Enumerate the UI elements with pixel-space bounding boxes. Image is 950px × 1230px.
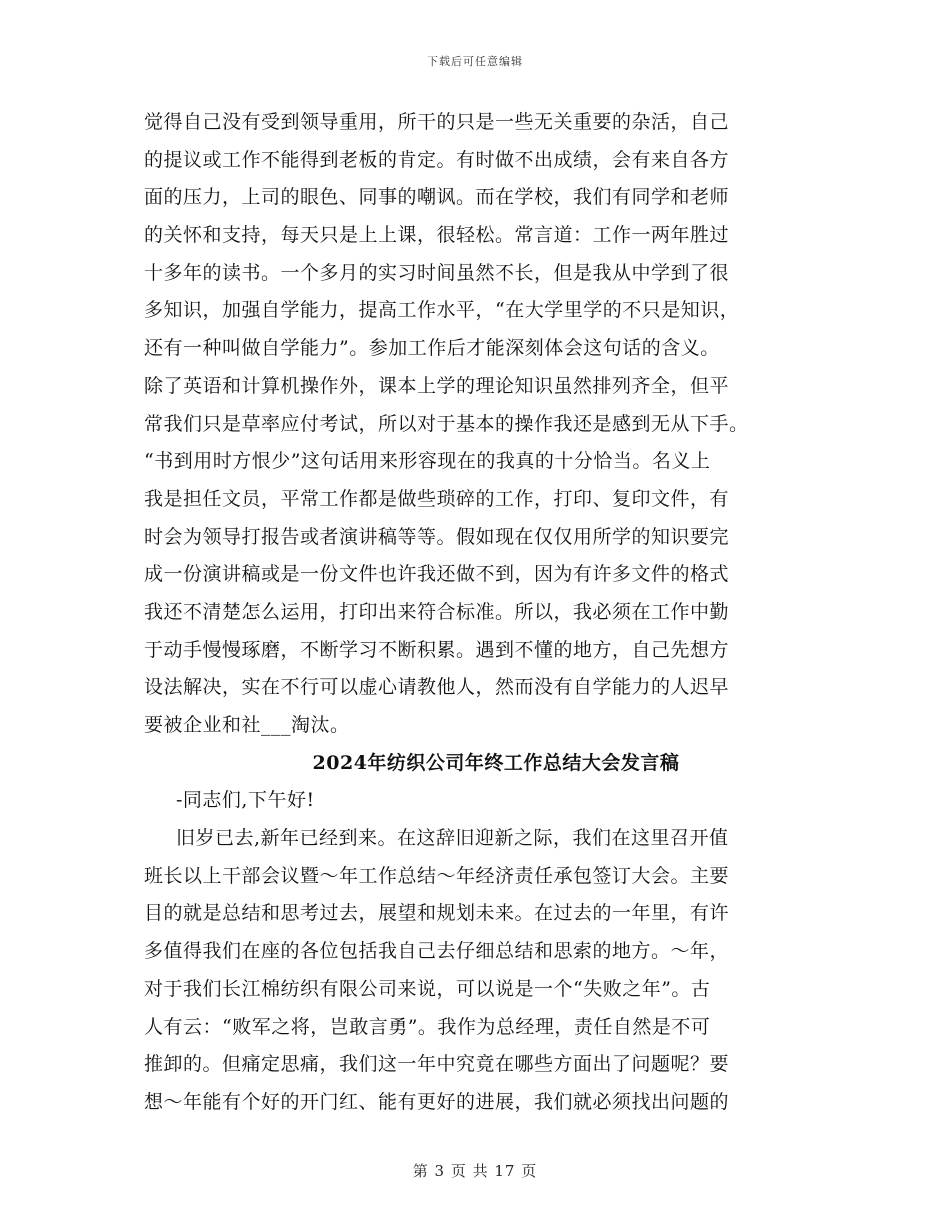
paragraph-line: 常我们只是草率应付考试，所以对于基本的操作我还是感到无从下手。 — [144, 412, 749, 435]
speech-line: 多值得我们在座的各位包括我自己去仔细总结和思索的地方。～年， — [144, 940, 730, 963]
paragraph-line: 我还不清楚怎么运用，打印出来符合标准。所以，我必须在工作中勤 — [144, 600, 730, 623]
paragraph-line: “书到用时方恨少”这句话用来形容现在的我真的十分恰当。名义上 — [144, 450, 711, 473]
paragraph-line: 的提议或工作不能得到老板的肯定。有时做不出成绩，会有来自各方 — [144, 148, 730, 171]
paragraph-line: 除了英语和计算机操作外，课本上学的理论知识虽然排列齐全，但平 — [144, 374, 730, 397]
paragraph-line: 多知识，加强自学能力，提高工作水平，“在大学里学的不只是知识， — [144, 299, 740, 322]
paragraph-line: 面的压力，上司的眼色、同事的嘲讽。而在学校，我们有同学和老师 — [144, 186, 730, 209]
page-number: 第 3 页 共 17 页 — [412, 1162, 538, 1180]
speech-line: 推卸的。但痛定思痛，我们这一年中究竟在哪些方面出了问题呢？要 — [144, 1053, 730, 1076]
paragraph-line: 的关怀和支持，每天只是上上课，很轻松。常言道：工作一两年胜过 — [144, 224, 730, 247]
paragraph-line: 设法解决，实在不行可以虚心请教他人，然而没有自学能力的人迟早 — [144, 676, 730, 699]
speech-line: 对于我们长江棉纺织有限公司来说，可以说是一个“失败之年”。古 — [144, 977, 711, 1000]
speech-line: 想～年能有个好的开门红、能有更好的进展，我们就必须找出问题的 — [144, 1090, 730, 1113]
document-body — [144, 104, 814, 1122]
paragraph-line: 要被企业和社___淘汰。 — [144, 714, 350, 736]
speech-line: 旧岁已去,新年已经到来。在这辞旧迎新之际，我们在这里召开值 — [176, 827, 729, 850]
speech-line: 人有云：“败军之将，岂敢言勇”。我作为总经理，责任自然是不可 — [144, 1015, 711, 1038]
paragraph-line: 还有一种叫做自学能力”。参加工作后才能深刻体会这句话的含义。 — [144, 337, 720, 360]
speech-greeting: -同志们,下午好! — [176, 789, 315, 812]
speech-line: 目的就是总结和思考过去，展望和规划未来。在过去的一年里，有许 — [144, 902, 730, 925]
speech-title: 2024年纺织公司年终工作总结大会发言稿 — [312, 751, 680, 774]
download-note: 下载后可任意编辑 — [427, 55, 523, 68]
paragraph-line: 十多年的读书。一个多月的实习时间虽然不长，但是我从中学到了很 — [144, 261, 730, 284]
paragraph-line: 觉得自己没有受到领导重用，所干的只是一些无关重要的杂活，自己 — [144, 111, 730, 133]
speech-line: 班长以上干部会议暨～年工作总结～年经济责任承包签订大会。主要 — [144, 864, 730, 887]
paragraph-line: 时会为领导打报告或者演讲稿等等。假如现在仅仅用所学的知识要完 — [144, 525, 730, 548]
paragraph-line: 于动手慢慢琢磨，不断学习不断积累。遇到不懂的地方，自己先想方 — [144, 638, 730, 661]
paragraph-line: 成一份演讲稿或是一份文件也许我还做不到，因为有许多文件的格式 — [144, 563, 730, 586]
paragraph-line: 我是担任文员，平常工作都是做些琐碎的工作，打印、复印文件，有 — [144, 487, 730, 510]
